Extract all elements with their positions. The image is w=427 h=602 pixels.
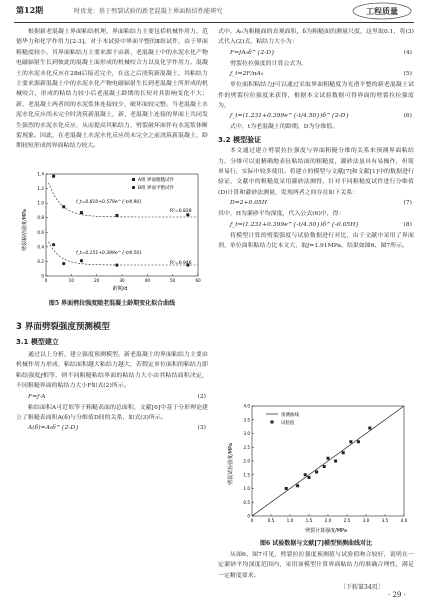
figure-6-caption: 图6 试验数据与文献[7]模型预测曲线对比 xyxy=(259,540,373,547)
equation-number: (4) xyxy=(403,49,412,56)
x-tick-label: 0 xyxy=(250,518,254,523)
paragraph: 式中，A₀为粗糙面的直观面积，δ为粗糙面的测量尺度，这里取0.1，将(3)式代入(2)式，粘结力大小为： xyxy=(218,29,414,46)
x-tick-label: 1.5 xyxy=(305,518,313,523)
equation-expression: ƒ_t=(1.231+0.399e^{-t/4.50})δ^{2-D} xyxy=(230,113,350,120)
x-tick-label: 3.5 xyxy=(381,518,389,523)
equation-5 xyxy=(218,69,414,80)
legend-label-line: 预测曲线 xyxy=(281,413,299,418)
x-tick-label: 2.0 xyxy=(324,518,332,523)
data-point xyxy=(357,440,360,443)
data-point xyxy=(342,451,345,454)
equation-expression: A(δ)=A₀δ^{2-D} xyxy=(28,425,80,432)
x-tick-label: 3.0 xyxy=(362,518,370,523)
paragraph: 劈裂拉拉强度的计算公式为， xyxy=(230,60,308,67)
paragraph: 单位面积粘结力ƒ可以通过采取界面粗糙度为光滑平整的新老混凝土试件的劈裂拉拉强度来获得，根据本文试验数据可得界面的劈裂拉拉强度为， xyxy=(218,82,414,110)
paragraph: 从图6、图7可见，劈裂拉拉强度预测值与试验值吻合较好，说明在一定灌砂平均深度范围内，采用该模型计算界面粘结力的准确合理性，满足一定精度要求。 xyxy=(218,552,414,579)
page-header xyxy=(0,0,427,24)
equation-3 xyxy=(16,423,208,434)
section-3-2-heading: 3.2 模型验证 xyxy=(218,135,262,144)
y-tick-label: 0.4 xyxy=(37,244,44,250)
y-tick-label: 1.4 xyxy=(37,171,44,177)
data-point xyxy=(62,262,65,265)
fit-equation-b: f_t=0.151+0.399e^{-t/4.50} xyxy=(76,251,143,256)
data-point xyxy=(115,263,118,266)
data-point xyxy=(323,465,326,468)
x-tick-label: 10 xyxy=(68,278,75,283)
figure-5-chart xyxy=(20,168,206,292)
paragraph: 粘结面积A可近似等于粗糙表面的总面积，文献[6]中基于分形理论建立了粗糙表面积A(δ)与分维值D间的关系，如式(3)所示。 xyxy=(16,404,208,422)
y-tick-label: 0.6 xyxy=(37,229,44,235)
paragraph: 通过以上分析，建立强度预测模型。新老混凝土的界面粘结力主要由机械作用力形成，粘结面积越大粘结力越大，若假定单位面积的粘结力即粘结强度ƒ相等，则不同粗糙粘结界面的粘结力大小由其粘结面积决定，不同粗糙界面的粘结力大小F如式(2)所示。 xyxy=(16,352,208,390)
equation-expression: F=ƒA₀δ^{2-D} xyxy=(230,49,275,56)
legend-label-a: A组 界面粗糙试件 xyxy=(138,178,175,183)
equation-4 xyxy=(218,48,414,59)
x-tick-label: 20 xyxy=(93,278,100,283)
equation-number: (6) xyxy=(403,113,412,120)
y-tick-label: 4.0 xyxy=(243,403,250,409)
equation-number: (7) xyxy=(403,200,412,207)
x-tick-label: 2.5 xyxy=(343,518,351,523)
paragraph: 其中，H为灌砂平均深度，代入公式(6)中，得： xyxy=(218,211,345,218)
data-point xyxy=(308,476,311,479)
data-point xyxy=(315,471,318,474)
x-tick-label: 4.0 xyxy=(400,518,408,523)
prediction-line xyxy=(252,406,404,516)
legend-marker xyxy=(271,421,274,424)
data-point xyxy=(327,457,330,460)
y-tick-label: 0.8 xyxy=(37,215,44,221)
continued-note: 〔下转第34页〕 xyxy=(340,584,384,591)
x-axis-label: 龄期/d xyxy=(112,286,128,292)
y-tick-label: 3.0 xyxy=(243,431,250,436)
figure-6-chart xyxy=(226,400,412,534)
paragraph: 式中，t为老混凝土的龄期，D为分维值。 xyxy=(230,124,339,131)
y-tick-label: 0.2 xyxy=(37,258,44,264)
y-tick-label: 1.2 xyxy=(37,186,44,192)
x-tick-label: 40 xyxy=(144,278,151,283)
paragraph: 根据新老混凝土界面粘结机理，界面粘结力主要包括机械作用力、范德华力和化学作用力[2-3]。对于本试验中界面平整的Ⅱ组试件，由于界面粗糙度较小，其界面粘结力主要来源于由新、老混凝土中的水泥水化产物电磁辐射生长到彼此的混凝土面形成的机械咬合力以及化学作用力。混凝土的水泥水化反应在28d后接近完全，在这之后浇筑新混凝土，其粘结力主要来源新混凝土中的水泥水化产物电磁辐射生长到老混凝土所形成的机械咬合，形成的粘结力较小后老混凝土龄期的长短对其影响变化不大；新、老混凝土两者间的水泥浆体连接较少，破坏面较完整。当老混凝土水泥水化反应尚未完全时浇筑新混凝土，新、老混凝土连接的界面上共同发生强烈的水泥水化反应，从而提高其粘结力，劈裂破坏面伴有水泥浆体断裂现象。因此，在老混凝土水泥水化反应尚未完全之前浇筑新混凝土，龄期较短形成的界面粘结力较大。 xyxy=(16,29,208,150)
section-3-heading: 3 界面劈裂强度预测模型 xyxy=(16,322,110,332)
y-tick-label: 0 xyxy=(41,273,44,279)
equation-number: (3) xyxy=(197,425,206,432)
legend-marker-b xyxy=(132,186,135,189)
right-column-bottom xyxy=(218,550,414,581)
legend-label-b: B组 界面平整试件 xyxy=(138,186,175,191)
y-tick-label: 0 xyxy=(247,513,250,519)
fit-r2-a: R²=0.828 xyxy=(170,209,192,214)
x-tick-label: 0.5 xyxy=(267,518,275,523)
y-axis-label: 劈裂粘结强度/MPa xyxy=(22,209,28,251)
data-point xyxy=(368,427,371,430)
y-tick-label: 2.5 xyxy=(243,444,250,450)
x-tick-label: 50 xyxy=(169,278,176,283)
x-tick-label: 0 xyxy=(44,278,48,283)
y-tick-label: 2.0 xyxy=(243,458,250,464)
fit-equation-a: f_t=0.810+0.579e^{-t/4.90} xyxy=(76,200,143,205)
data-point xyxy=(80,211,83,214)
y-tick-label: 1.0 xyxy=(37,200,44,206)
data-point xyxy=(52,243,55,246)
data-point xyxy=(285,487,288,490)
equation-expression: F=ƒ·A xyxy=(28,393,46,400)
equation-expression: D=2+0.05H xyxy=(230,200,268,207)
equation-expression: ƒ_t=2F/πA₀ xyxy=(230,71,264,78)
x-axis-label: 劈裂计算强度/MPa xyxy=(305,528,347,534)
equation-7 xyxy=(218,198,414,209)
left-column-bottom xyxy=(16,350,208,434)
section-3-1-heading: 3.1 模型建立 xyxy=(16,338,59,346)
header-rule xyxy=(14,22,414,23)
equation-number: (2) xyxy=(197,393,206,400)
data-point xyxy=(296,484,299,487)
paragraph: 本文通过建立劈裂拉拉强度与界面粗糙分维的关系来预测界面粘结力，分维可以更精确地表征粘结面的粗糙度，灌砂法虽具有易操作，但简单易行，实际中较多使用。将建立的模型与文献[7]和文献[1]中的数据进行验证，文献中的粗糙度采用灌砂法测得，针对不同粗糙度试件进行分维值(D)计算和灌砂法测量，发现两者之间存在如下关系： xyxy=(218,148,414,196)
x-tick-label: 60 xyxy=(195,278,201,283)
equation-2 xyxy=(16,392,208,403)
equation-8 xyxy=(218,220,414,231)
legend-label-points: 试验值 xyxy=(281,421,295,426)
page-number: · 29 · xyxy=(388,591,406,599)
figure-5-caption: 图5 界面劈拉强度随老混凝土龄期变化拟合曲线 xyxy=(48,300,176,307)
equation-number: (8) xyxy=(403,221,412,228)
issue-number: 第12期 xyxy=(16,5,44,15)
y-tick-label: 3.5 xyxy=(243,417,250,423)
left-column-top xyxy=(16,27,208,152)
data-point xyxy=(349,440,352,443)
running-title: 时贵龙：基于劈裂试验的新老混凝土界面粘结性能研究 xyxy=(74,8,223,15)
paragraph: 将模型计算的劈裂强度与试验数据进行对比，由于文献中采用了界面剂，单位面积粘结力比本文大，取ƒ=1.91MPa，结果如图6、图7所示。 xyxy=(218,232,414,250)
legend xyxy=(266,411,299,426)
legend xyxy=(132,176,175,191)
y-tick-label: 1.5 xyxy=(243,472,250,478)
x-tick-label: 30 xyxy=(119,278,125,283)
journal-logo xyxy=(352,1,412,21)
y-tick-label: 0.5 xyxy=(243,499,250,505)
equation-number: (5) xyxy=(403,71,412,78)
data-point xyxy=(115,214,118,217)
equation-expression: ƒ_t=(1.231+0.399e^{-t/4.50})δ^{-0.05H} xyxy=(230,221,360,228)
fit-r2-b: R²=0.946 xyxy=(170,261,192,266)
logo-text: 工程质量 xyxy=(366,7,398,16)
data-point xyxy=(304,473,307,476)
legend-marker-a xyxy=(132,178,135,181)
equation-6 xyxy=(218,111,414,122)
data-point xyxy=(62,205,65,208)
right-column-top xyxy=(218,27,414,252)
data-point xyxy=(52,175,55,178)
data-point xyxy=(334,460,337,463)
x-tick-label: 1.0 xyxy=(286,518,294,523)
y-tick-label: 1.0 xyxy=(243,486,250,491)
y-axis-label: 劈裂试验强度/MPa xyxy=(228,443,234,485)
data-point xyxy=(80,259,83,262)
